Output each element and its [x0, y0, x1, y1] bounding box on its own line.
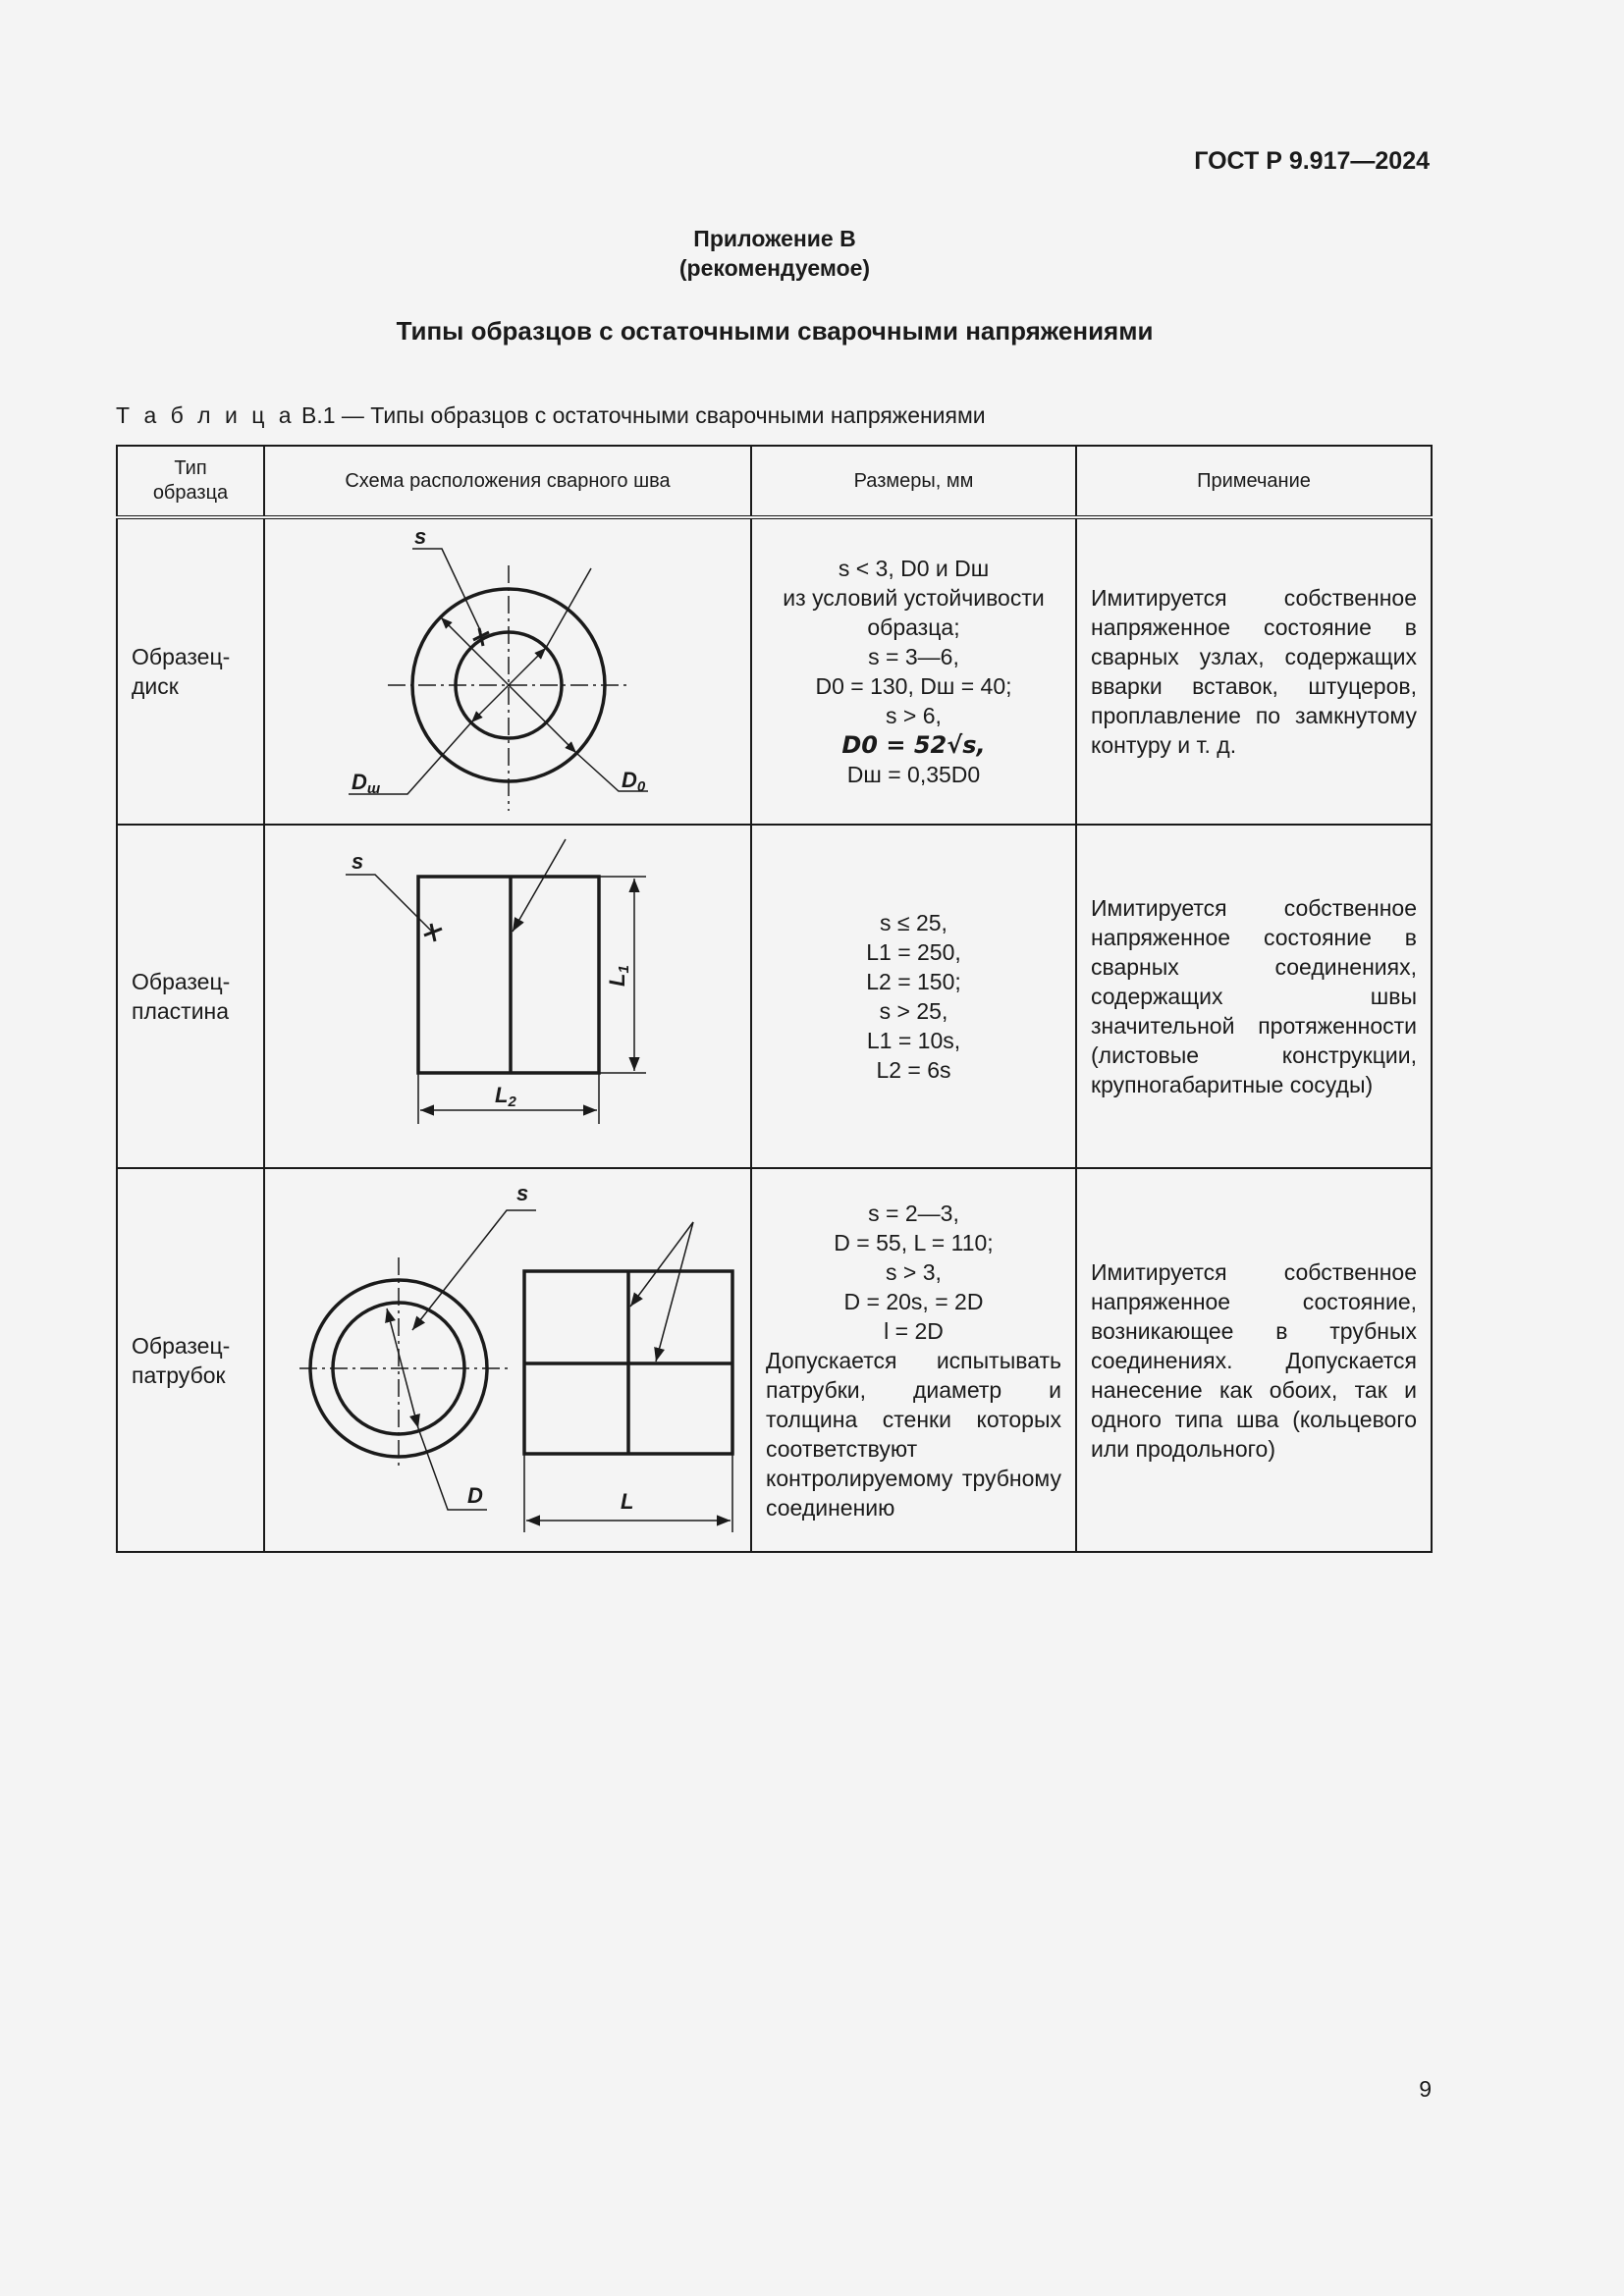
- plate-outline: [418, 877, 599, 1073]
- specimen-type-line: Образец-: [132, 969, 231, 994]
- dimension-line: s ≤ 25,: [880, 910, 947, 935]
- dimension-line: L1 = 10s,: [866, 1028, 961, 1053]
- specimen-type-line: Образец-: [132, 1332, 231, 1359]
- dimension-line: D = 55, L = 110;: [834, 1229, 994, 1255]
- dimension-line: D = 20s, = 2D: [843, 1288, 984, 1314]
- dimension-paragraph: Допускается испытывать патрубки, диаметр и толщина стенки которых соответствуют контролируемому трубному соединению: [766, 1347, 1061, 1521]
- appendix-heading: [0, 224, 1549, 283]
- standard-code: ГОСТ Р 9.917—2024: [1194, 147, 1430, 175]
- dimensions-cell: [751, 1168, 1076, 1552]
- page-number: 9: [1419, 2076, 1432, 2102]
- dimension-line: s > 6,: [886, 703, 942, 728]
- header-scheme: Схема расположения сварного шва: [264, 446, 751, 517]
- table-caption-prefix: Т а б л и ц а: [116, 402, 296, 428]
- specimen-type-line: пластина: [132, 998, 230, 1024]
- note-cell: Имитируется собственное напряженное состояние, возникающее в трубных соединениях. Допускается нанесение как обоих, так и одного типа шва (кольцевого или продольного): [1076, 1168, 1432, 1552]
- dimension-line: L2 = 6s: [876, 1057, 951, 1083]
- pipe-weld-diagram: [265, 1171, 752, 1549]
- d-label: D: [467, 1483, 483, 1508]
- note-cell: Имитируется собственное напряженное состояние в сварных узлах, содержащих вварки вставок, штуцеров, проплавление по замкнутому контуру и т. д.: [1076, 517, 1432, 825]
- dimension-line: s = 2—3,: [868, 1200, 959, 1226]
- dimension-line: из условий устойчивости: [783, 585, 1045, 611]
- weld-pointer-line: [513, 839, 566, 932]
- scheme-cell: [264, 1168, 751, 1552]
- weld-pointer-line: [656, 1222, 693, 1362]
- specimen-type-cell: [117, 517, 264, 825]
- dimension-line: s < 3, D0 и Dш: [838, 556, 990, 581]
- table-row: [117, 1168, 1432, 1552]
- d0-label: D0: [622, 768, 646, 795]
- l1-label: L1: [605, 965, 632, 987]
- s-leader-line: [412, 549, 481, 632]
- dimension-line: l = 2D: [884, 1317, 944, 1344]
- header-note: Примечание: [1076, 446, 1432, 517]
- s-label: s: [516, 1181, 529, 1205]
- l2-label: L2: [495, 1083, 516, 1110]
- dimension-line: s = 3—6,: [868, 644, 959, 669]
- specimen-type-line: Образец-: [132, 644, 231, 669]
- dimension-line: образца;: [867, 614, 960, 640]
- appendix-subtitle: (рекомендуемое): [678, 255, 871, 281]
- table-row: [117, 517, 1432, 825]
- specimen-type-line: диск: [132, 673, 179, 699]
- table-caption-text: В.1 — Типы образцов с остаточными сварочными напряжениями: [300, 402, 986, 428]
- specimen-type-cell: [117, 1168, 264, 1552]
- s-label: s: [414, 524, 427, 549]
- table-caption: [116, 402, 986, 429]
- appendix-title: Приложение В: [693, 226, 856, 251]
- dsh-extension-line: [546, 568, 591, 648]
- header-type: Тип образца: [117, 446, 264, 517]
- scheme-cell: [264, 825, 751, 1168]
- weld-pointer-line: [630, 1222, 693, 1307]
- specimen-type-line: патрубок: [132, 1362, 226, 1388]
- specimen-types-table: [116, 445, 1433, 1553]
- table-header-row: [117, 446, 1432, 517]
- dimension-line: L1 = 250,: [866, 939, 961, 965]
- table-row: [117, 825, 1432, 1168]
- dimension-line: D0 = 130, Dш = 40;: [815, 673, 1012, 699]
- dimensions-cell: [751, 825, 1076, 1168]
- dimension-line: s > 25,: [879, 998, 948, 1024]
- dimension-line: s > 3,: [886, 1258, 942, 1285]
- s-label: s: [352, 849, 364, 874]
- plate-weld-diagram: [265, 829, 752, 1163]
- specimen-type-cell: [117, 825, 264, 1168]
- dimension-formula: D0 = 52√s,: [841, 731, 986, 759]
- note-cell: Имитируется собственное напряженное состояние в сварных соединениях, содержащих швы значительной протяженности (листовые конструкции, крупногабаритные сосуды): [1076, 825, 1432, 1168]
- l-label: L: [621, 1489, 634, 1514]
- header-dimensions: Размеры, мм: [751, 446, 1076, 517]
- dimension-line: L2 = 150;: [866, 969, 961, 994]
- document-title: Типы образцов с остаточными сварочными напряжениями: [396, 316, 1154, 346]
- dimension-line: Dш = 0,35D0: [846, 762, 981, 787]
- dsh-label: Dш: [352, 770, 381, 797]
- dimensions-cell: [751, 517, 1076, 825]
- disk-weld-diagram: [265, 524, 752, 819]
- scheme-cell: [264, 517, 751, 825]
